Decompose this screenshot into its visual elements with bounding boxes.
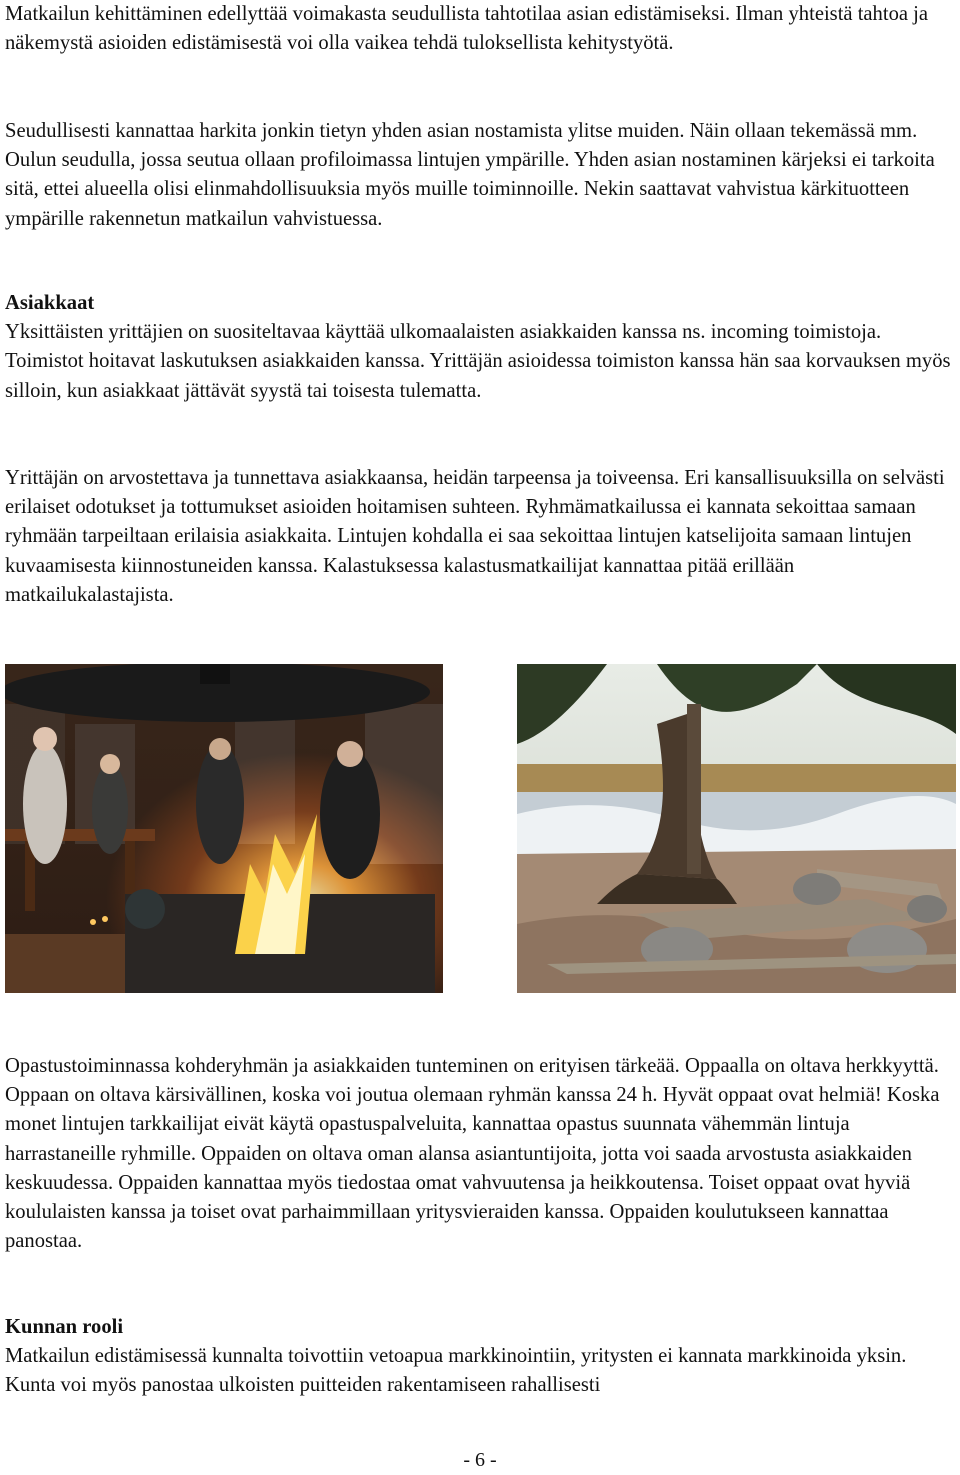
paragraph-text: Matkailun edistämisessä kunnalta toivottiin vetoapua markkinointiin, yritysten ei kannata markkinoida yksin. Kunta voi myös panostaa ulkoisten puitteiden rakentamiseen rahallisesti (5, 1345, 907, 1397)
paragraph-text: Matkailun kehittäminen edellyttää voimakasta seudullista tahtotilaa asian edistämiseksi. Ilman yhteistä tahtoa ja näkemystä asioiden edistämisestä voi olla vaikea tehdä tuloksellista kehitystyötä. (5, 3, 929, 55)
section-kunnan-rooli (5, 1313, 955, 1401)
campfire-hut-image (5, 664, 443, 993)
paragraph-text: Opastustoiminnassa kohderyhmän ja asiakkaiden tunteminen on erityisen tärkeää. Oppaalla on oltava herkkyyttä. Oppaan on oltava kärsivällinen, koska voi joutua olemaan ryhmän kanssa 24 h. Hyvät oppaat ovat helmiä! Koska monet lintujen tarkkailijat eivät käytä opastuspalveluita, kannattaa opastus suunnata vähemmän lintuja harrastaneille ryhmille. Oppaiden on oltava oman alansa asiantuntijoita, jotta voi saada arvostusta asiakkaiden keskuudessa. Oppaiden kannattaa myös tiedostaa omat vahvuutensa ja heikkoutensa. Toiset oppaat ovat hyviä koululaisten kanssa ja toiset ovat parhaimmillaan yritysvieraiden kanssa. Oppaiden koulutukseen kannattaa panostaa. (5, 1055, 940, 1253)
paragraph-intro (5, 0, 955, 58)
riverside-benches-image (517, 664, 956, 993)
paragraph-text: Yksittäisten yrittäjien on suositeltavaa käyttää ulkomaalaisten asiakkaiden kanssa ns. incoming toimistoja. Toimistot hoitavat laskutuksen asiakkaiden kanssa. Yrittäjän asioidessa toimiston kanssa hän saa korvauksen myös silloin, kun asiakkaat jättävät syystä tai toisesta tulematta. (5, 321, 951, 402)
photo-campfire-hut (5, 664, 443, 993)
section-heading: Kunnan rooli (5, 1316, 124, 1338)
photo-riverside-benches (517, 664, 956, 993)
paragraph-text: Seudullisesti kannattaa harkita jonkin tietyn yhden asian nostamista ylitse muiden. Näin ollaan tekemässä mm. Oulun seudulla, jossa seutua ollaan profiloimassa lintujen ympärille. Yhden asian nostaminen kärjeksi ei tarkoita sitä, ettei alueella olisi elinmahdollisuuksia myös muille toiminnoille. Nekin saattavat vahvistua kärkituotteen ympärille rakennetun matkailun vahvistuessa. (5, 120, 935, 230)
paragraph-guiding (5, 1052, 955, 1256)
section-asiakkaat (5, 289, 955, 406)
paragraph-regional (5, 117, 955, 234)
page-number: - 6 - (463, 1449, 497, 1471)
paragraph-customers (5, 464, 955, 610)
section-heading: Asiakkaat (5, 292, 95, 314)
paragraph-text: Yrittäjän on arvostettava ja tunnettava asiakkaansa, heidän tarpeensa ja toiveensa. Eri kansallisuuksilla on selvästi erilaiset odotukset ja tottumukset asioiden hoitamisen suhteen. Ryhmämatkailussa ei kannata sekoittaa samaan ryhmään tarpeiltaan erilaisia asiakkaita. Lintujen kohdalla ei saa sekoittaa lintujen katselijoita samaan lintujen kuvaamisesta kiinnostuneiden kanssa. Kalastuksessa kalastusmatkailijat kannattaa pitää erillään matkailukalastajista. (5, 467, 945, 606)
